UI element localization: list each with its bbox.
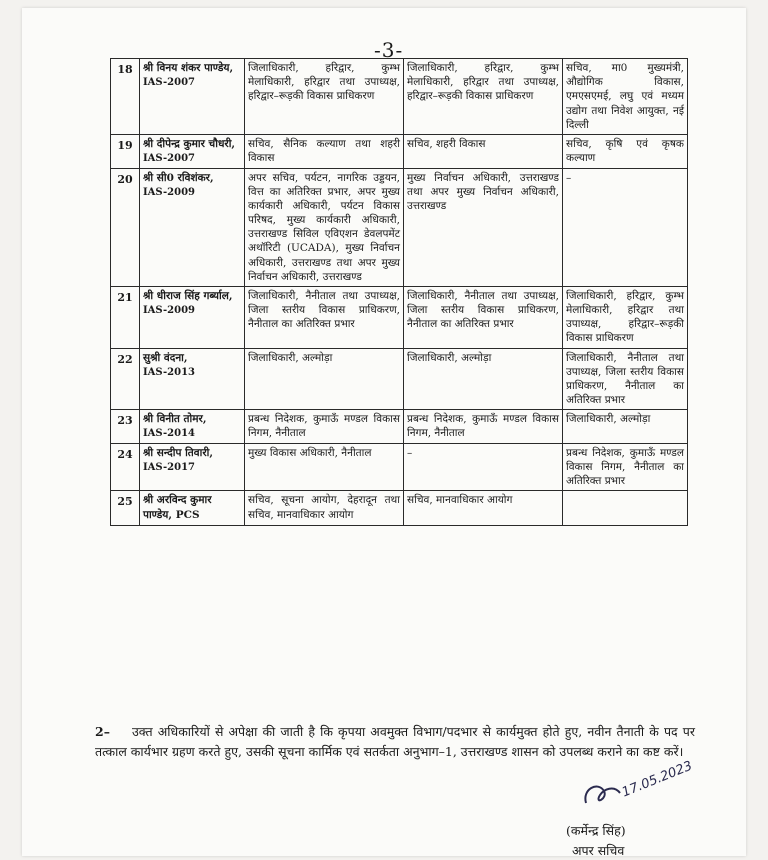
officer-batch: IAS-2007: [143, 77, 196, 89]
serial-number: 24: [111, 443, 140, 491]
current-post: मुख्य विकास अधिकारी, नैनीताल: [245, 443, 404, 491]
serial-number: 19: [111, 134, 140, 168]
relieved-post: जिलाधिकारी, नैनीताल तथा उपाध्यक्ष, जिला स्तरीय विकास प्राधिकरण, नैनीताल का अतिरिक्त प्रभार: [563, 348, 688, 410]
current-post: अपर सचिव, पर्यटन, नागरिक उड्डयन, वित्त का अतिरिक्त प्रभार, अपर मुख्य कार्यकारी अधिकारी, पर्यटन विकास परिषद, मुख्य कार्यकारी अधिकारी, उत्तराखण्ड सिविल एविएशन डेवलपमेंट अथॉरिटी (UCADA), मुख्य निर्वाचन अधिकारी, उत्तराखण्ड तथा अपर मुख्य निर्वाचन अधिकारी, उत्तराखण्ड: [245, 168, 404, 286]
officer-name: श्री अरविन्द कुमार पाण्डेय, PCS: [143, 494, 212, 521]
relieved-post: सचिव, मा0 मुख्यमंत्री, औद्योगिक विकास, एमएसएमई, लघु एवं मध्यम उद्योग तथा निवेश आयुक्त, नई दिल्ली: [563, 59, 688, 135]
new-post: जिलाधिकारी, हरिद्वार, कुम्भ मेलाधिकारी, हरिद्वार तथा उपाध्यक्ष, हरिद्वार–रूड़की विकास प्राधिकरण: [404, 59, 563, 135]
instruction-paragraph: [95, 722, 695, 763]
officer-batch: IAS-2014: [143, 428, 196, 440]
officer-name: श्री दीपेन्द्र कुमार चौधरी,: [143, 137, 236, 150]
paragraph-text: उक्त अधिकारियों से अपेक्षा की जाती है कि कृपया अवमुक्त विभाग/पदभार से कार्यमुक्त होते हुए, नवीन तैनाती के पद पर तत्काल कार्यभार ग्रहण करते हुए, उसकी सूचना कार्मिक एवं सतर्कता अनुभाग–1, उत्तराखण्ड शासन को उपलब्ध कराने का कष्ट करें।: [95, 724, 695, 760]
table-row: [111, 134, 688, 168]
paragraph-number: 2–: [95, 724, 110, 739]
officer-cell: [140, 59, 245, 135]
officer-cell: [140, 443, 245, 491]
transfer-table: [110, 58, 688, 526]
serial-number: 25: [111, 491, 140, 525]
officer-cell: [140, 286, 245, 348]
relieved-post: –: [563, 168, 688, 286]
signatory-name: (कर्मेन्द्र सिंह): [566, 823, 626, 838]
relieved-post: सचिव, कृषि एवं कृषक कल्याण: [563, 134, 688, 168]
new-post: जिलाधिकारी, नैनीताल तथा उपाध्यक्ष, जिला स्तरीय विकास प्राधिकरण, नैनीताल का अतिरिक्त प्रभार: [404, 286, 563, 348]
officer-cell: [140, 168, 245, 286]
serial-number: 21: [111, 286, 140, 348]
officer-cell: [140, 410, 245, 444]
relieved-post: जिलाधिकारी, हरिद्वार, कुम्भ मेलाधिकारी, हरिद्वार तथा उपाध्यक्ष, हरिद्वार–रूड़की विकास प्राधिकरण: [563, 286, 688, 348]
current-post: जिलाधिकारी, अल्मोड़ा: [245, 348, 404, 410]
new-post: मुख्य निर्वाचन अधिकारी, उत्तराखण्ड तथा अपर मुख्य निर्वाचन अधिकारी, उत्तराखण्ड: [404, 168, 563, 286]
officer-cell: [140, 134, 245, 168]
relieved-post: प्रबन्ध निदेशक, कुमाऊँ मण्डल विकास निगम, नैनीताल का अतिरिक्त प्रभार: [563, 443, 688, 491]
page-number: -3-: [374, 38, 404, 62]
new-post: सचिव, मानवाधिकार आयोग: [404, 491, 563, 525]
officer-name: श्री विनीत तोमर,: [143, 413, 207, 426]
current-post: जिलाधिकारी, हरिद्वार, कुम्भ मेलाधिकारी, हरिद्वार तथा उपाध्यक्ष, हरिद्वार–रूड़की विकास प्राधिकरण: [245, 59, 404, 135]
signatory-designation: अपर सचिव: [572, 843, 625, 858]
table-row: [111, 410, 688, 444]
officer-cell: [140, 348, 245, 410]
relieved-post: जिलाधिकारी, अल्मोड़ा: [563, 410, 688, 444]
officer-batch: IAS-2009: [143, 186, 196, 198]
officer-name: श्री विनय शंकर पाण्डेय,: [143, 62, 234, 74]
officer-name: सुश्री वंदना,: [143, 351, 188, 364]
new-post: –: [404, 443, 563, 491]
officer-name: श्री सी0 रविशंकर,: [143, 171, 214, 184]
signature-date: 17.05.2023: [619, 758, 695, 801]
current-post: सचिव, सैनिक कल्याण तथा शहरी विकास: [245, 134, 404, 168]
table-row: [111, 168, 688, 286]
table-row: [111, 443, 688, 491]
officer-batch: IAS-2013: [143, 366, 196, 378]
officer-batch: IAS-2007: [143, 153, 196, 165]
table-row: [111, 59, 688, 135]
current-post: जिलाधिकारी, नैनीताल तथा उपाध्यक्ष, जिला स्तरीय विकास प्राधिकरण, नैनीताल का अतिरिक्त प्रभार: [245, 286, 404, 348]
serial-number: 18: [111, 59, 140, 135]
serial-number: 20: [111, 168, 140, 286]
current-post: प्रबन्ध निदेशक, कुमाऊँ मण्डल विकास निगम, नैनीताल: [245, 410, 404, 444]
new-post: सचिव, शहरी विकास: [404, 134, 563, 168]
table-row: [111, 348, 688, 410]
officer-name: श्री सन्दीप तिवारी,: [143, 446, 213, 459]
table-row: [111, 286, 688, 348]
serial-number: 23: [111, 410, 140, 444]
officer-batch: IAS-2009: [143, 305, 196, 317]
new-post: जिलाधिकारी, अल्मोड़ा: [404, 348, 563, 410]
officer-batch: IAS-2017: [143, 462, 196, 474]
new-post: प्रबन्ध निदेशक, कुमाऊँ मण्डल विकास निगम, नैनीताल: [404, 410, 563, 444]
relieved-post: [563, 491, 688, 525]
officer-name: श्री धीराज सिंह गर्ब्याल,: [143, 289, 233, 302]
current-post: सचिव, सूचना आयोग, देहरादून तथा सचिव, मानवाधिकार आयोग: [245, 491, 404, 525]
table-row: [111, 491, 688, 525]
officer-cell: [140, 491, 245, 525]
serial-number: 22: [111, 348, 140, 410]
